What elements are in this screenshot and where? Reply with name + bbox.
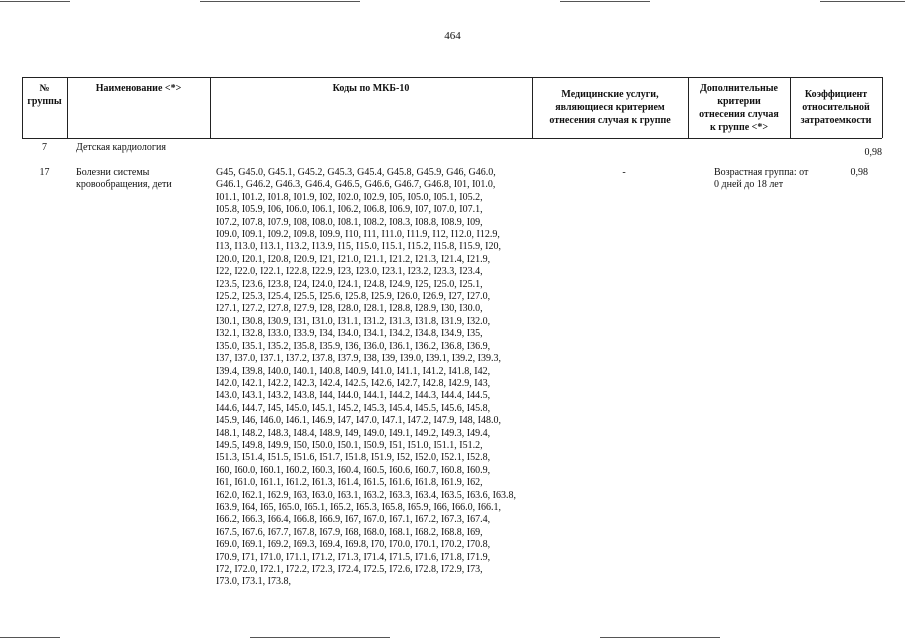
icd-codes-line: I37, I37.0, I37.1, I37.2, I37.8, I37.9, I38, I39, I39.0, I39.1, I39.2, I39.3, [216, 353, 501, 365]
scan-edge-mark [250, 637, 390, 638]
page-number: 464 [444, 30, 461, 42]
icd-codes-line: I43.0, I43.1, I43.2, I43.8, I44, I44.0, I44.1, I44.2, I44.3, I44.4, I44.5, [216, 390, 491, 402]
icd-codes-list [216, 167, 534, 589]
icd-codes-line: I48.1, I48.2, I48.3, I48.4, I48.9, I49, I49.0, I49.1, I49.2, I49.3, I49.4, [216, 427, 491, 439]
row-medical-services: - [622, 167, 626, 178]
icd-codes-line: I70.9, I71, I71.0, I71.1, I71.2, I71.3, I71.4, I71.5, I71.6, I71.8, I71.9, [216, 551, 491, 563]
icd-codes-line: I51.3, I51.4, I51.5, I51.6, I51.7, I51.8, I51.9, I52, I52.0, I52.1, I52.8, [216, 452, 491, 464]
icd-codes-line: I63.9, I64, I65, I65.0, I65.1, I65.2, I65.3, I65.8, I65.9, I66, I66.0, I66.1, [216, 501, 501, 513]
icd-codes-line: I49.5, I49.8, I49.9, I50, I50.0, I50.1, I50.9, I51, I51.0, I51.1, I51.2, [216, 439, 483, 451]
header-icd-codes: Коды по МКБ-10 [332, 83, 410, 94]
row-group-no: 7 [42, 142, 47, 153]
icd-codes-line: I72, I72.0, I72.1, I72.2, I72.3, I72.4, I72.5, I72.6, I72.8, I72.9, I73, [216, 564, 483, 575]
scan-edge-mark [200, 1, 360, 2]
row-name: Болезни системы кровообращения, дети [76, 167, 172, 191]
icd-codes-line: I39.4, I39.8, I40.0, I40.1, I40.8, I40.9, I41.0, I41.1, I41.2, I41.8, I42, [216, 365, 491, 377]
icd-codes-line: I22, I22.0, I22.1, I22.8, I22.9, I23, I23.0, I23.1, I23.2, I23.3, I23.4, [216, 266, 483, 278]
icd-codes-line: I42.0, I42.1, I42.2, I42.3, I42.4, I42.5, I42.6, I42.7, I42.8, I42.9, I43, [216, 377, 491, 389]
icd-codes-line: I13, I13.0, I13.1, I13.2, I13.9, I15, I15.0, I15.1, I15.2, I15.8, I15.9, I20, [216, 241, 501, 253]
icd-codes-line: I25.2, I25.3, I25.4, I25.5, I25.6, I25.8, I25.9, I26.0, I26.9, I27, I27.0, [216, 291, 491, 303]
icd-codes-line: I23.5, I23.6, I23.8, I24, I24.0, I24.1, I24.8, I24.9, I25, I25.0, I25.1, [216, 278, 483, 290]
row-name: Детская кардиология [76, 142, 166, 153]
header-additional-criteria: Дополнительные критерии отнесения случая к группе <*> [699, 83, 779, 133]
icd-codes-line: I69.0, I69.1, I69.2, I69.3, I69.4, I69.8, I70, I70.0, I70.1, I70.2, I70.8, [216, 539, 491, 551]
row-group-no: 17 [39, 167, 50, 178]
icd-codes-line: I30.1, I30.8, I30.9, I31, I31.0, I31.1, I31.2, I31.3, I31.8, I31.9, I32.0, [216, 315, 491, 327]
icd-codes-line: I66.2, I66.3, I66.4, I66.8, I66.9, I67, I67.0, I67.1, I67.2, I67.3, I67.4, [216, 514, 491, 526]
scan-edge-mark [600, 637, 720, 638]
icd-codes-line: I45.9, I46, I46.0, I46.1, I46.9, I47, I47.0, I47.1, I47.2, I47.9, I48, I48.0, [216, 415, 501, 427]
icd-codes-line: I20.0, I20.1, I20.8, I20.9, I21, I21.0, I21.1, I21.2, I21.3, I21.4, I21.9, [216, 253, 491, 265]
header-medical-services: Медицинские услуги, являющиеся критерием отнесения случая к группе [549, 89, 671, 126]
table-top-border [22, 77, 882, 78]
column-divider [882, 77, 883, 138]
icd-codes-line: I61, I61.0, I61.1, I61.2, I61.3, I61.4, I61.5, I61.6, I61.8, I61.9, I62, [216, 477, 483, 489]
icd-codes-line: I27.1, I27.2, I27.8, I27.9, I28, I28.0, I28.1, I28.8, I28.9, I30, I30.0, [216, 303, 483, 315]
icd-codes-line: I35.0, I35.1, I35.2, I35.8, I35.9, I36, I36.0, I36.1, I36.2, I36.8, I36.9, [216, 340, 491, 352]
icd-codes-line: G46.1, G46.2, G46.3, G46.4, G46.5, G46.6, G46.7, G46.8, I01, I01.0, [216, 179, 496, 191]
icd-codes-line: I67.5, I67.6, I67.7, I67.8, I67.9, I68, I68.0, I68.1, I68.2, I68.8, I69, [216, 526, 483, 538]
scan-edge-mark [560, 1, 650, 2]
header-name: Наименование <*> [95, 83, 182, 94]
header-group-no: № группы [27, 83, 62, 107]
icd-codes-line: I73.0, I73.1, I73.8, [216, 576, 291, 588]
icd-codes-line: I09.0, I09.1, I09.2, I09.8, I09.9, I10, I11, I11.0, I11.9, I12, I12.0, I12.9, [216, 229, 500, 241]
icd-codes-line: I60, I60.0, I60.1, I60.2, I60.3, I60.4, I60.5, I60.6, I60.7, I60.8, I60.9, [216, 464, 491, 476]
scan-edge-mark [0, 637, 60, 638]
icd-codes-line: I05.8, I05.9, I06, I06.0, I06.1, I06.2, I06.8, I06.9, I07, I07.0, I07.1, [216, 204, 483, 216]
header-coefficient: Коэффициент относительной затратоемкости [800, 89, 872, 126]
header-bottom-border [22, 138, 882, 139]
icd-codes-line: G45, G45.0, G45.1, G45.2, G45.3, G45.4, G45.8, G45.9, G46, G46.0, [216, 167, 496, 178]
icd-codes-line: I44.6, I44.7, I45, I45.0, I45.1, I45.2, I45.3, I45.4, I45.5, I45.6, I45.8, [216, 402, 491, 414]
scan-edge-mark [820, 1, 905, 2]
icd-codes-line: I07.2, I07.8, I07.9, I08, I08.0, I08.1, I08.2, I08.3, I08.8, I08.9, I09, [216, 216, 483, 228]
row-coefficient: 0,98 [864, 147, 882, 158]
row-additional-criteria: Возрастная группа: от 0 дней до 18 лет [714, 167, 809, 191]
icd-codes-line: I01.1, I01.2, I01.8, I01.9, I02, I02.0, I02.9, I05, I05.0, I05.1, I05.2, [216, 191, 483, 203]
row-coefficient: 0,98 [850, 167, 868, 178]
scan-edge-mark [0, 1, 70, 2]
icd-codes-line: I32.1, I32.8, I33.0, I33.9, I34, I34.0, I34.1, I34.2, I34.8, I34.9, I35, [216, 328, 483, 340]
icd-codes-line: I62.0, I62.1, I62.9, I63, I63.0, I63.1, I63.2, I63.3, I63.4, I63.5, I63.6, I63.8, [216, 489, 516, 501]
